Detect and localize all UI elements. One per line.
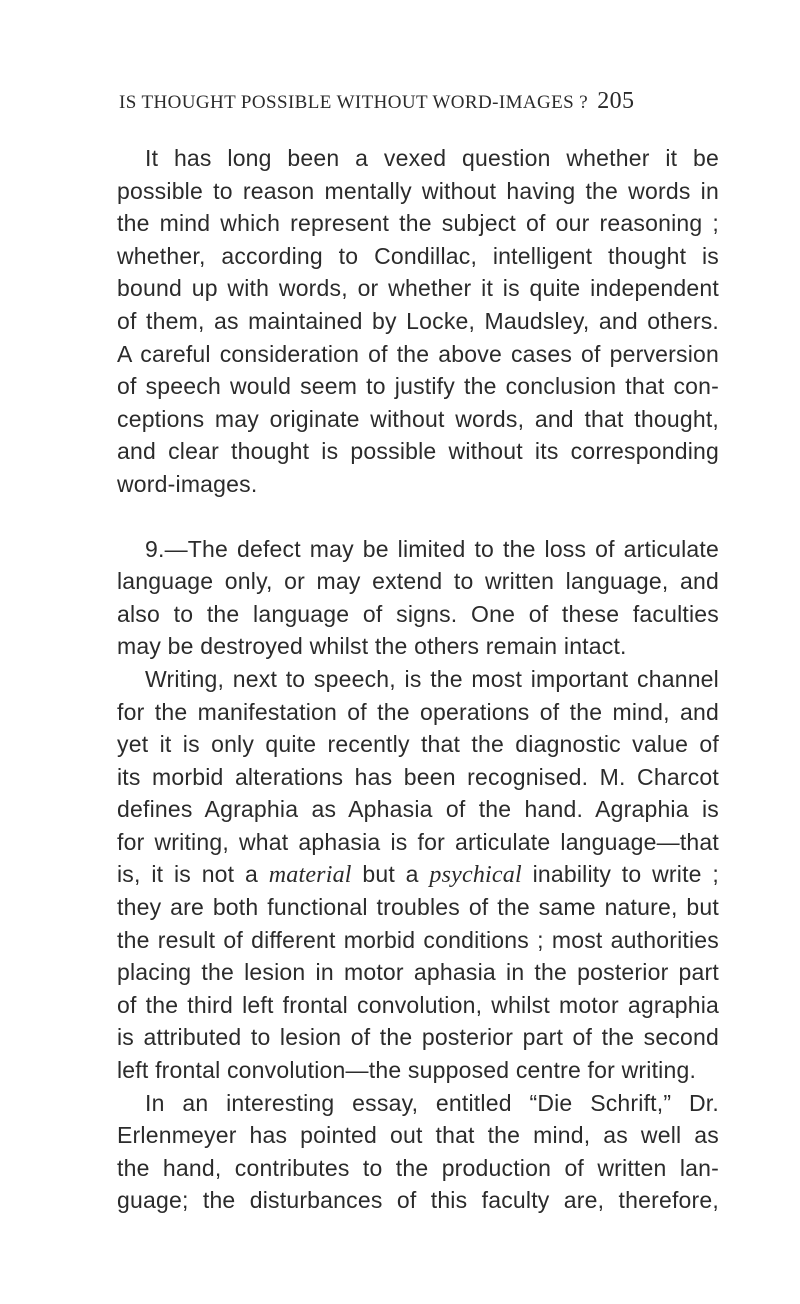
- text-line: and clear thought is possible without its corresponding: [117, 438, 719, 465]
- paragraph-agraphia: [117, 663, 719, 1087]
- text-line: possible to reason mentally without having the words in: [117, 177, 719, 204]
- running-head-title: IS THOUGHT POSSIBLE WITHOUT WORD-IMAGES ?: [119, 92, 589, 113]
- text-line: may be destroyed whilst the others remain intact.: [117, 633, 627, 660]
- running-head: [119, 88, 719, 122]
- text-line-with-italics: [117, 858, 719, 891]
- text-run: inability to write ;: [521, 861, 719, 888]
- text-line: of the third left frontal convolution, whilst motor agraphia: [117, 991, 719, 1018]
- text-line: guage; the disturbances of this faculty are, therefore,: [117, 1187, 719, 1214]
- text-line: language only, or may extend to written language, and: [117, 568, 719, 595]
- paragraph-reasoning-without-words: [117, 142, 719, 501]
- body-text: [117, 142, 719, 1217]
- text-line: defines Agraphia as Aphasia of the hand. Agraphia is: [117, 796, 719, 823]
- italic-term-psychical: psychical: [429, 862, 522, 889]
- text-run: is, it is not a: [117, 861, 269, 888]
- text-run: but a: [351, 861, 430, 888]
- text-line: left frontal convolution—the supposed centre for writing.: [117, 1057, 697, 1084]
- text-line: Erlenmeyer has pointed out that the mind, as well as: [117, 1122, 719, 1149]
- text-line: bound up with words, or whether it is quite independent: [117, 275, 719, 302]
- text-line: of them, as maintained by Locke, Maudsley, and others.: [117, 307, 719, 334]
- text-line: Writing, next to speech, is the most important channel: [145, 665, 719, 692]
- text-line: is attributed to lesion of the posterior part of the second: [117, 1024, 719, 1051]
- italic-term-material: material: [268, 862, 352, 889]
- text-line: In an interesting essay, entitled “Die Schrift,” Dr.: [145, 1089, 719, 1116]
- text-line: also to the language of signs. One of these faculties: [117, 600, 719, 627]
- text-line: they are both functional troubles of the same nature, but: [117, 894, 719, 921]
- text-line: 9.—The defect may be limited to the loss of articulate: [145, 535, 719, 562]
- text-line: placing the lesion in motor aphasia in the posterior part: [117, 959, 719, 986]
- text-line: word-images.: [117, 470, 258, 497]
- text-line: It has long been a vexed question whether it be: [145, 145, 719, 171]
- text-line: the hand, contributes to the production of written lan-: [117, 1154, 719, 1181]
- text-line: for writing, what aphasia is for articulate language—that: [117, 828, 719, 855]
- text-line: for the manifestation of the operations of the mind, and: [117, 698, 719, 725]
- paragraph-erlenmeyer: [117, 1087, 719, 1217]
- text-line: A careful consideration of the above cases of perversion: [117, 340, 719, 367]
- paragraph-gap: [117, 501, 719, 533]
- text-line: yet it is only quite recently that the diagnostic value of: [117, 731, 719, 758]
- text-line: of speech would seem to justify the conclusion that con-: [117, 373, 719, 400]
- paragraph-section-9: [117, 533, 719, 663]
- text-line: its morbid alterations has been recognised. M. Charcot: [117, 763, 719, 790]
- text-line: the result of different morbid conditions ; most authorities: [117, 926, 719, 953]
- text-line: the mind which represent the subject of our reasoning ;: [117, 210, 719, 237]
- text-line: whether, according to Condillac, intelligent thought is: [117, 242, 719, 269]
- page-number: 205: [597, 88, 635, 114]
- text-line: ceptions may originate without words, and that thought,: [117, 405, 719, 432]
